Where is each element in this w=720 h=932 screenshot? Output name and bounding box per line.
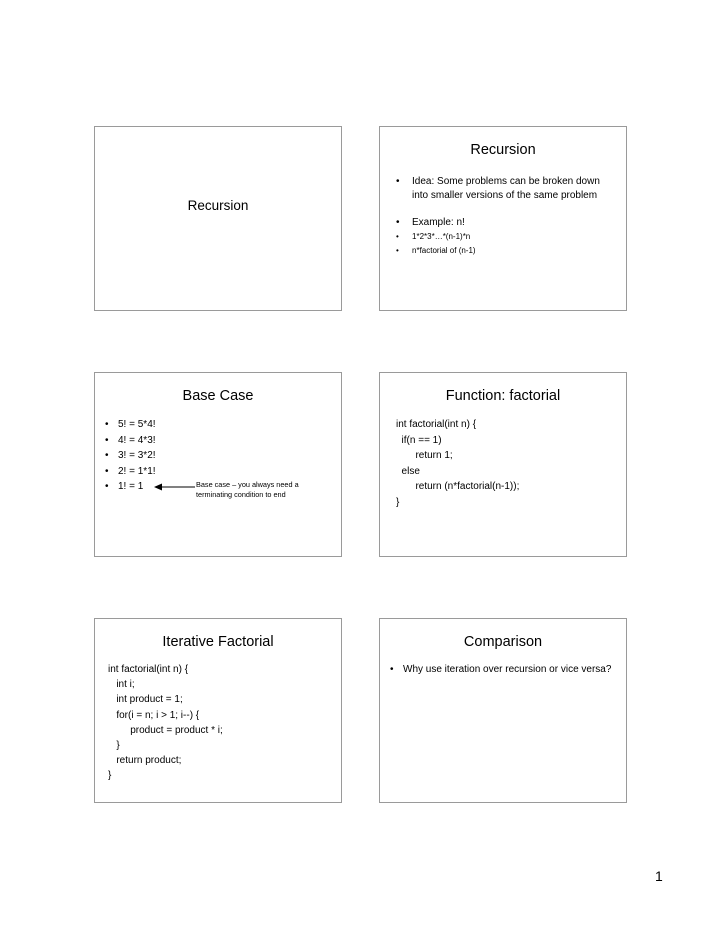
slide-title: Recursion bbox=[470, 142, 536, 158]
arrow-left-icon bbox=[154, 482, 196, 492]
slide-5 bbox=[94, 618, 342, 803]
sub-bullet-item: • n*factorial of (n-1) bbox=[396, 244, 616, 258]
slide-title: Recursion bbox=[187, 198, 249, 213]
slide-title: Iterative Factorial bbox=[162, 634, 274, 650]
code-block: int factorial(int n) { int i; int product = 1; for(i = n; i > 1; i--) { product = product * i; } return product; } bbox=[108, 664, 223, 782]
slide-title: Function: factorial bbox=[445, 388, 561, 404]
slide-2 bbox=[379, 126, 627, 311]
sub-bullet-item: • 1*2*3*…*(n-1)*n bbox=[396, 230, 616, 244]
base-case-annotation: Base case – you always need a terminating condition to end bbox=[196, 480, 299, 499]
bullet-item: • Example: n! bbox=[396, 216, 616, 230]
slide-1 bbox=[94, 126, 342, 311]
slide-4 bbox=[379, 372, 627, 557]
bullet-item: • Why use iteration over recursion or vice versa? bbox=[390, 663, 615, 677]
bullet-item: • 2! = 1*1! bbox=[105, 464, 156, 480]
bullet-item: • 4! = 4*3! bbox=[105, 433, 156, 449]
bullet-item: • 5! = 5*4! bbox=[105, 417, 156, 433]
bullet-list bbox=[396, 175, 616, 258]
bullet-list bbox=[105, 417, 156, 495]
bullet-item: • Idea: Some problems can be broken down into smaller versions of the same problem bbox=[396, 175, 616, 203]
slide-title: Base Case bbox=[182, 388, 254, 404]
code-block: int factorial(int n) { if(n == 1) return 1; else return (n*factorial(n-1)); } bbox=[396, 419, 520, 508]
page-number: 1 bbox=[655, 868, 663, 884]
bullet-list bbox=[390, 663, 615, 677]
slide-title: Comparison bbox=[463, 634, 543, 650]
bullet-item: • 1! = 1 bbox=[105, 479, 156, 495]
slide-3 bbox=[94, 372, 342, 557]
slide-6 bbox=[379, 618, 627, 803]
bullet-item: • 3! = 3*2! bbox=[105, 448, 156, 464]
